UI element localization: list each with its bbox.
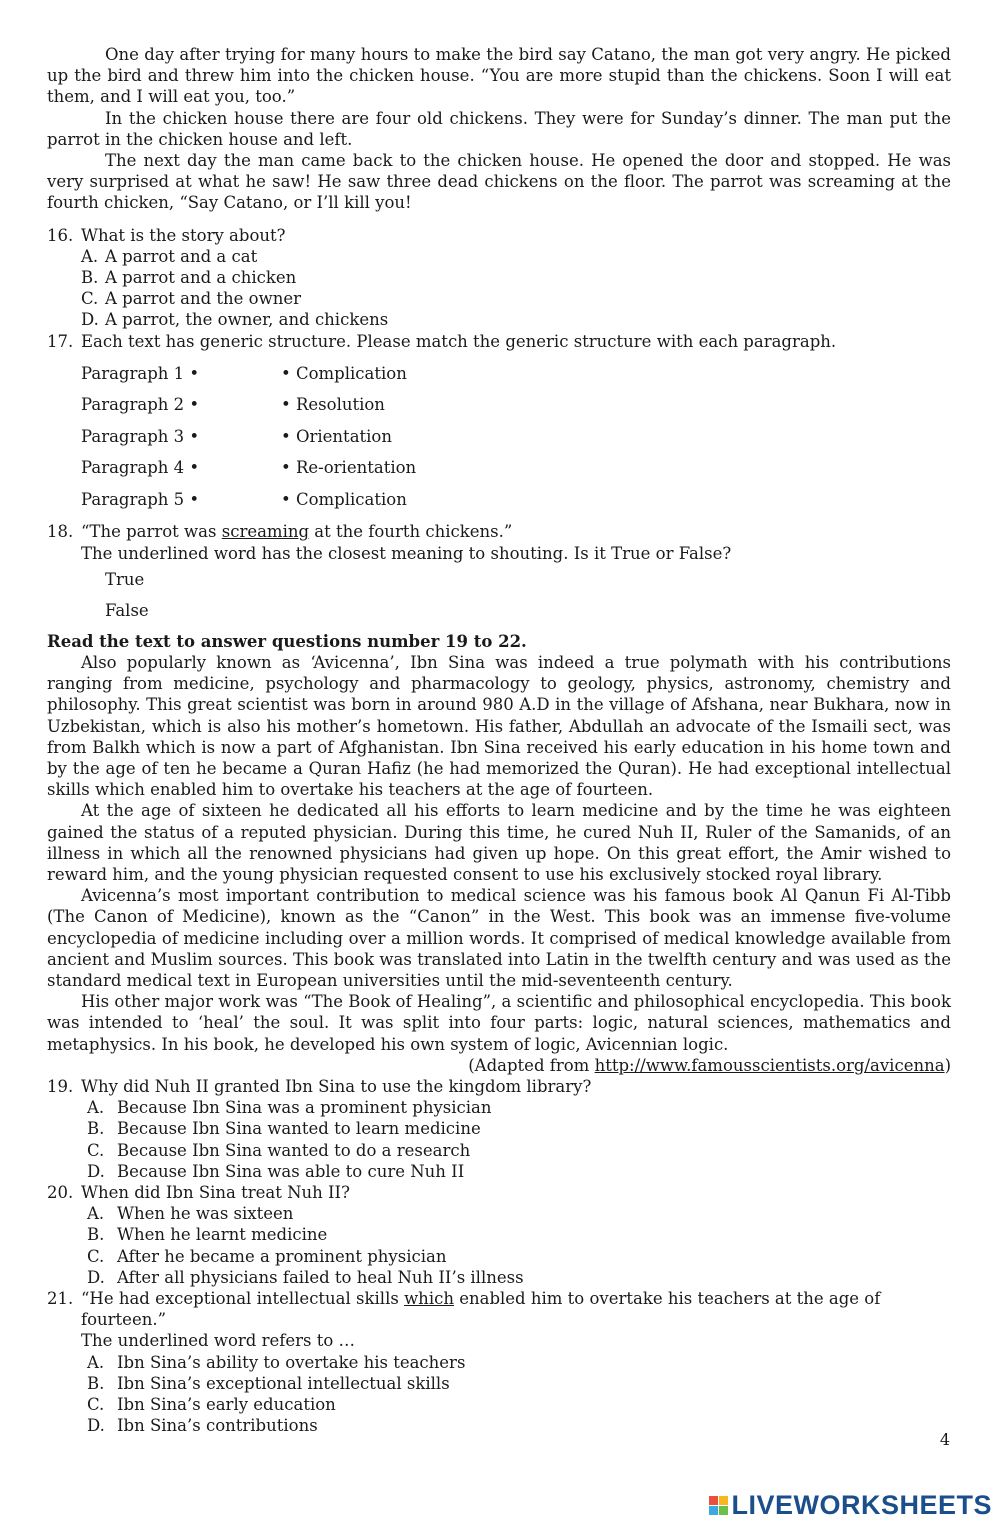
story-paragraph: One day after trying for many hours to make the bird say Catano, the man got very angry. He picked up the bird and threw him into the chicken house. “You are more stupid than the chickens. Soon I will eat them, and I will eat you, too.” [47, 45, 951, 107]
answer-option-d[interactable]: D. After all physicians failed to heal Nuh II’s illness [87, 1267, 524, 1287]
matching-row [81, 358, 951, 390]
match-right-item[interactable]: • Orientation [281, 426, 392, 446]
match-left-item[interactable]: Paragraph 2 • [81, 395, 200, 415]
answer-option-a[interactable]: A. A parrot and a cat [81, 246, 258, 266]
question-number: 16. [47, 225, 74, 245]
match-right-item[interactable]: • Resolution [281, 395, 385, 415]
answer-option-b[interactable]: B. A parrot and a chicken [81, 268, 297, 288]
question-text: Why did Nuh II granted Ibn Sina to use the kingdom library? [81, 1077, 592, 1097]
matching-row [81, 389, 951, 421]
answer-option-b[interactable]: B. Ibn Sina’s exceptional intellectual skills [87, 1373, 450, 1393]
question-text: When did Ibn Sina treat Nuh II? [81, 1183, 350, 1203]
answer-option-c[interactable]: C. Ibn Sina’s early education [87, 1395, 336, 1415]
question-number: 18. [47, 522, 74, 542]
match-left-item[interactable]: Paragraph 1 • [81, 363, 200, 383]
story-paragraph: In the chicken house there are four old chickens. They were for Sunday’s dinner. The man put the parrot in the chicken house and left. [47, 108, 951, 149]
story-paragraph: The next day the man came back to the chicken house. He opened the door and stopped. He was very surprised at what he saw! He saw three dead chickens on the floor. The parrot was screaming at the fourth chicken, “Say Catano, or I’ll kill you! [47, 151, 951, 213]
question-quote: “He had exceptional intellectual skills which enabled him to overtake his teachers at the age of fourteen.” [81, 1289, 881, 1330]
question-16 [47, 225, 951, 331]
true-option[interactable]: True [105, 569, 145, 589]
answer-option-a[interactable]: A. When he was sixteen [87, 1204, 294, 1224]
question-20 [47, 1182, 951, 1288]
question-number: 19. [47, 1077, 74, 1097]
answer-option-c[interactable]: C. A parrot and the owner [81, 289, 302, 309]
answer-option-b[interactable]: B. When he learnt medicine [87, 1225, 328, 1245]
reading-heading: Read the text to answer questions number 19 to 22. [47, 631, 527, 651]
answer-option-c[interactable]: C. Because Ibn Sina wanted to do a research [87, 1140, 471, 1160]
question-17 [47, 331, 951, 516]
answer-option-a[interactable]: A. Ibn Sina’s ability to overtake his teachers [87, 1352, 466, 1372]
question-18 [47, 521, 951, 626]
reading-paragraph: At the age of sixteen he dedicated all his efforts to learn medicine and by the time he was eighteen gained the status of a reputed physician. During this time, he cured Nuh II, Ruler of the Samanids, of an illness in which all the renowned physicians had given up hope. On this great effort, the Amir wished to reward him, and the young physician requested consent to use his exclusively stocked royal library. [47, 801, 951, 884]
matching-row [81, 421, 951, 453]
answer-option-b[interactable]: B. Because Ibn Sina wanted to learn medicine [87, 1119, 481, 1139]
matching-row [81, 452, 951, 484]
question-text: Each text has generic structure. Please match the generic structure with each paragraph. [81, 331, 837, 351]
match-left-item[interactable]: Paragraph 4 • [81, 458, 200, 478]
answer-options [81, 246, 951, 331]
answer-option-d[interactable]: D. A parrot, the owner, and chickens [81, 310, 389, 330]
false-option[interactable]: False [105, 601, 149, 621]
answer-option-d[interactable]: D. Ibn Sina’s contributions [87, 1416, 318, 1436]
answer-options [87, 1203, 951, 1288]
source-link[interactable]: http://www.famousscientists.org/avicenna [594, 1055, 945, 1075]
liveworksheets-logo [709, 1490, 992, 1521]
question-text: What is the story about? [81, 225, 286, 245]
matching-rows [47, 358, 951, 516]
underlined-word: screaming [221, 522, 310, 542]
reading-paragraph: His other major work was “The Book of Healing”, a scientific and philosophical encyclopedia. This book was intended to ‘heal’ the soul. It was split into four parts: logic, natural sciences, mathematics and metaphysics. In his book, he developed his own system of logic, Avicennian logic. [47, 992, 951, 1054]
question-number: 20. [47, 1183, 74, 1203]
match-right-item[interactable]: • Re-orientation [281, 458, 417, 478]
page-number: 4 [939, 1430, 950, 1449]
question-text: The underlined word refers to … [81, 1331, 356, 1351]
answer-options [87, 1352, 951, 1437]
match-right-item[interactable]: • Complication [281, 363, 407, 383]
question-number: 17. [47, 331, 74, 351]
answer-options [87, 1097, 951, 1182]
matching-row [81, 484, 951, 516]
logo-text: LIVEWORKSHEETS [731, 1490, 992, 1520]
reading-section [47, 631, 951, 1076]
answer-option-a[interactable]: A. Because Ibn Sina was a prominent physician [87, 1098, 492, 1118]
question-19 [47, 1076, 951, 1182]
story-text [47, 44, 951, 214]
match-left-item[interactable]: Paragraph 3 • [81, 426, 200, 446]
answer-option-c[interactable]: C. After he became a prominent physician [87, 1246, 447, 1266]
source-citation: (Adapted from http://www.famousscientists.org/avicenna) [468, 1055, 951, 1075]
answer-option-d[interactable]: D. Because Ibn Sina was able to cure Nuh II [87, 1161, 465, 1181]
underlined-word: which [404, 1289, 454, 1309]
logo-icon [709, 1496, 728, 1515]
match-right-item[interactable]: • Complication [281, 489, 407, 509]
reading-paragraph: Avicenna’s most important contribution to medical science was his famous book Al Qanun Fi Al-Tibb (The Canon of Medicine), known as the “Canon” in the West. This book was an immense five-volume encyclopedia of medicine including over a million words. It comprised of medical knowledge available from ancient and Muslim sources. This book was translated into Latin in the twelfth century and was used as the standard medical text in European universities until the mid-seventeenth century. [47, 886, 951, 990]
worksheet-page [47, 44, 951, 1436]
question-text: The underlined word has the closest meaning to shouting. Is it True or False? [81, 543, 732, 563]
question-number: 21. [47, 1289, 74, 1309]
reading-paragraph: Also popularly known as ‘Avicenna’, Ibn Sina was indeed a true polymath with his contributions ranging from medicine, psychology and pharmacology to geology, physics, astronomy, chemistry and philosophy. This great scientist was born in around 980 A.D in the village of Afshana, near Bukhara, now in Uzbekistan, which is also his mother’s hometown. His father, Abdullah an advocate of the Ismaili sect, was from Balkh which is now a part of Afghanistan. Ibn Sina received his early education in his home town and by the age of ten he became a Quran Hafiz (he had memorized the Quran). He had exceptional intellectual skills which enabled him to overtake his teachers at the age of fourteen. [47, 652, 951, 800]
question-21 [47, 1288, 951, 1436]
question-quote: “The parrot was screaming at the fourth chickens.” [81, 522, 513, 542]
match-left-item[interactable]: Paragraph 5 • [81, 489, 200, 509]
